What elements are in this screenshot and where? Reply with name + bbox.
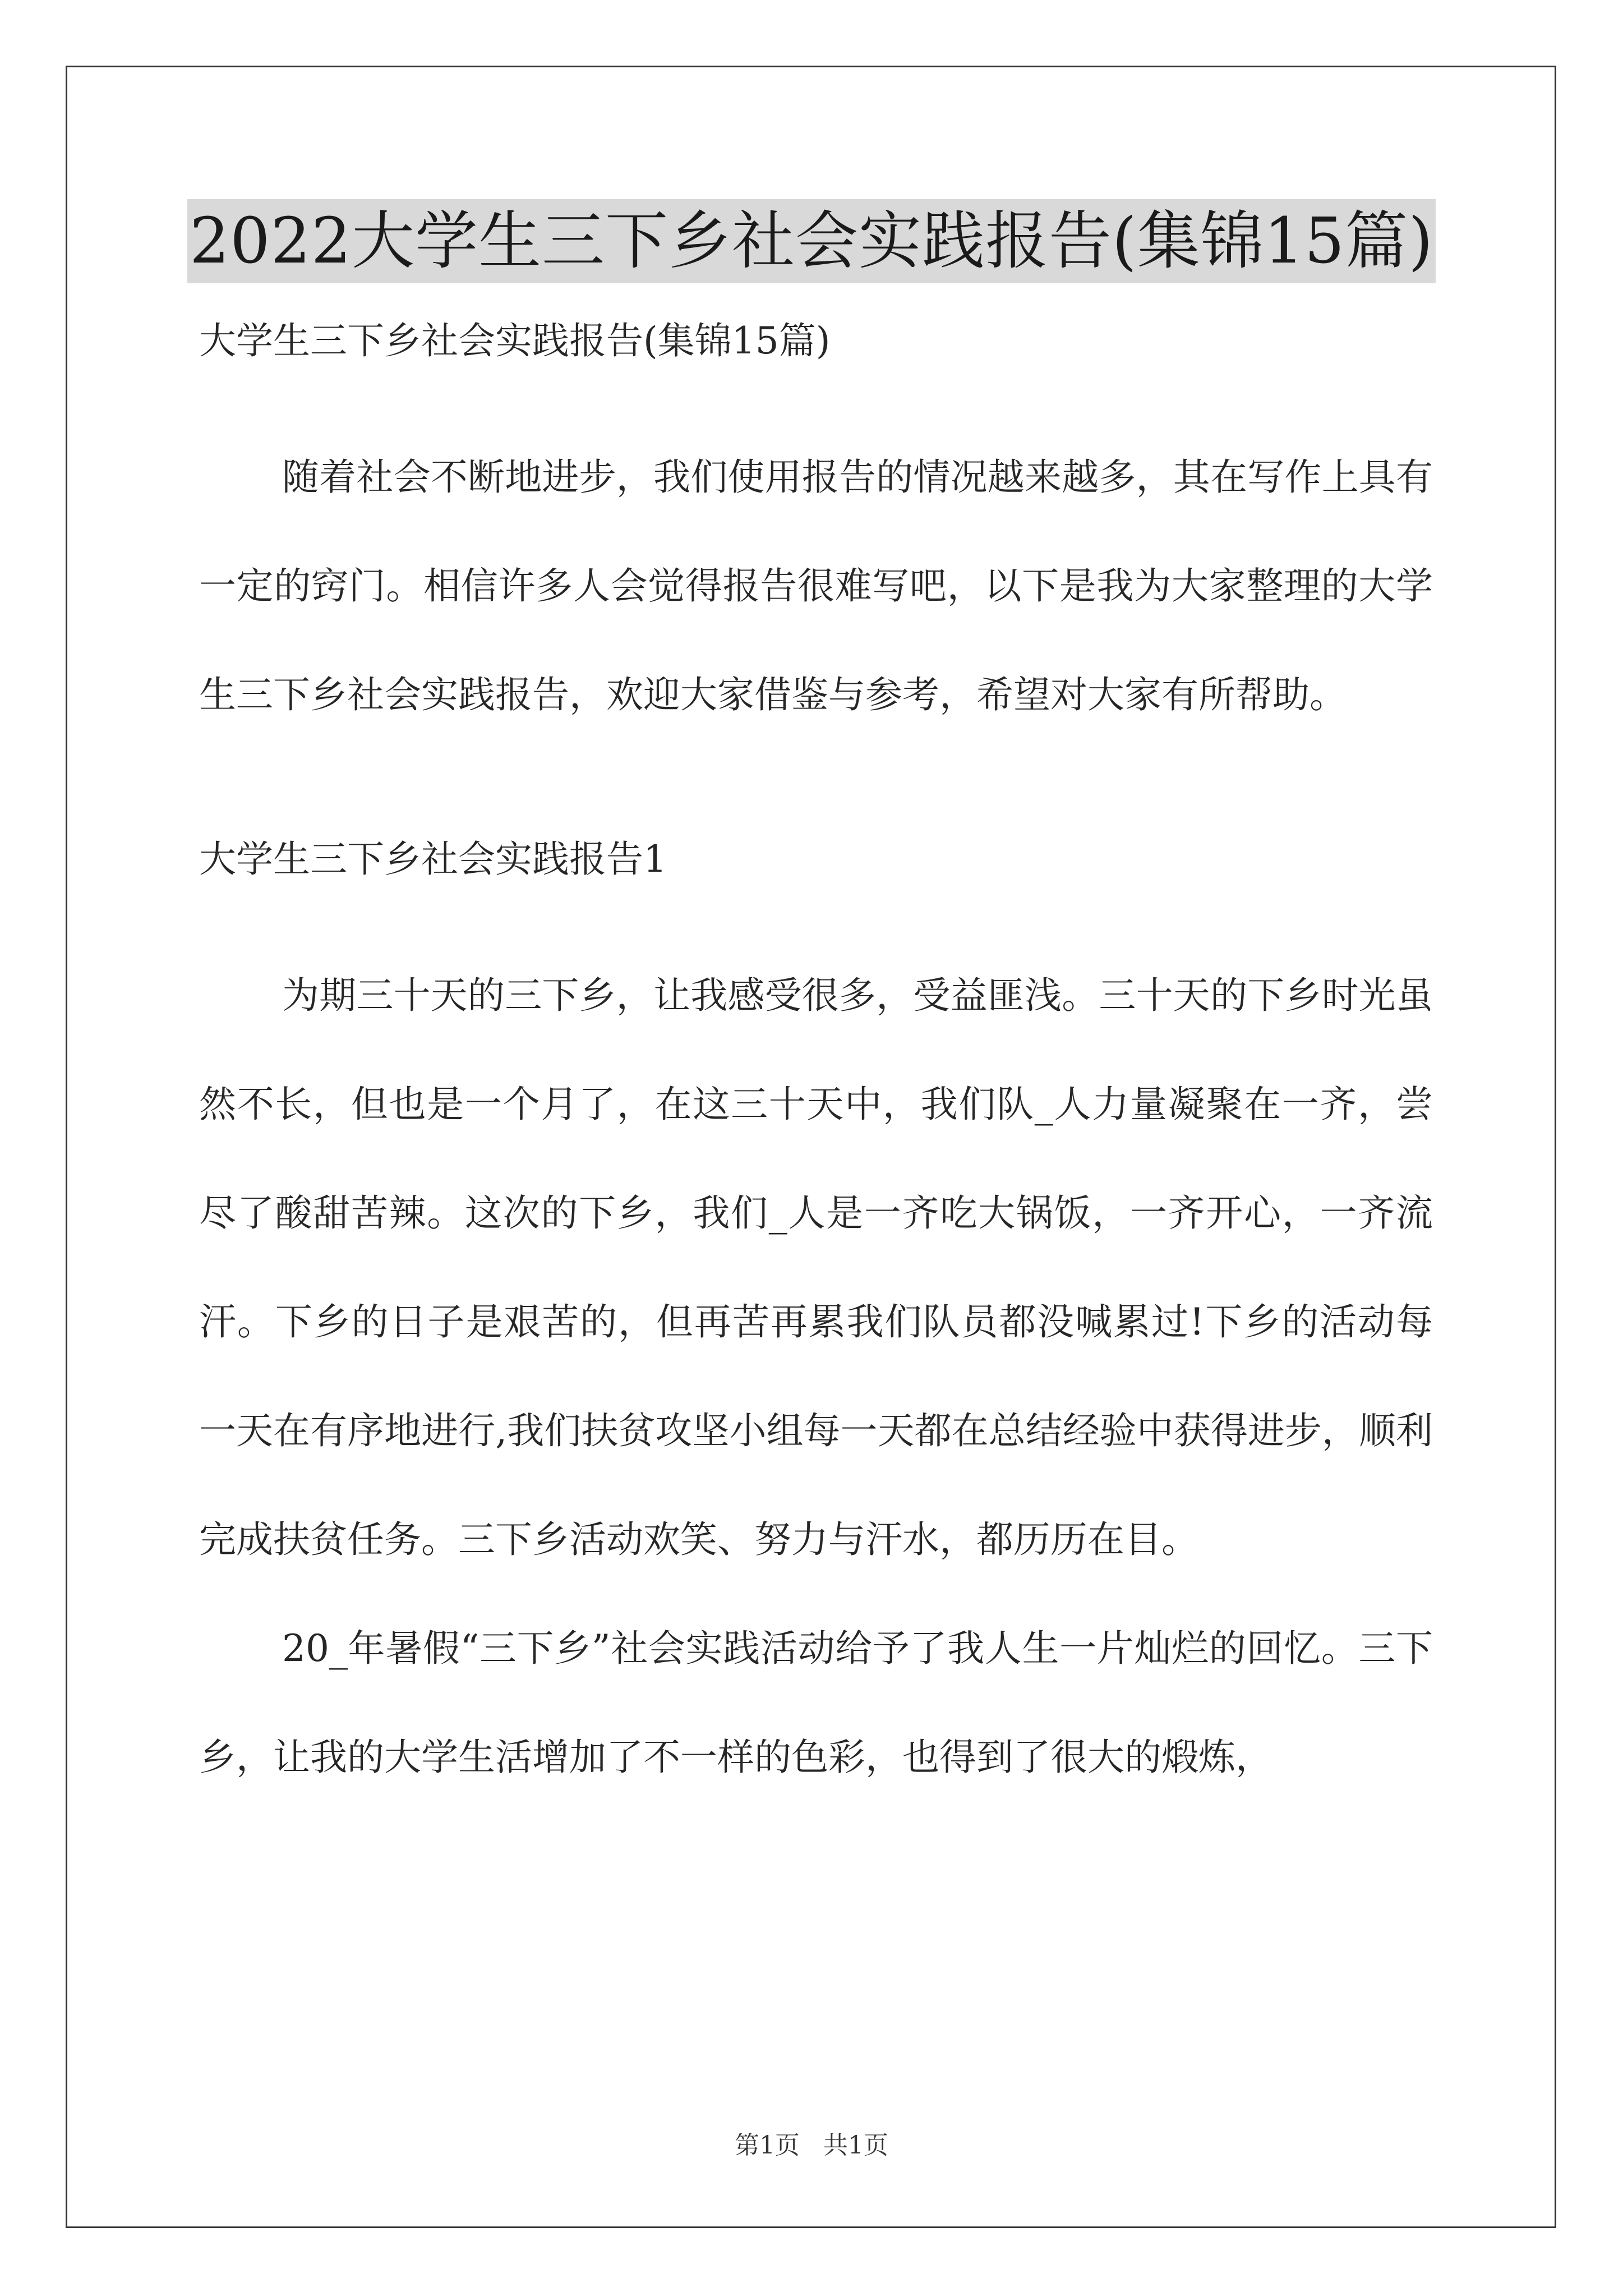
document-subtitle: 大学生三下乡社会实践报告(集锦15篇)	[199, 319, 831, 362]
document-title: 2022大学生三下乡社会实践报告(集锦15篇)	[187, 199, 1436, 283]
section-heading: 大学生三下乡社会实践报告1	[199, 838, 667, 881]
intro-paragraph: 随着社会不断地进步，我们使用报告的情况越来越多，其在写作上具有一定的窍门。相信许多人会觉得报告很难写吧，以下是我为大家整理的大学生三下乡社会实践报告，欢迎大家借鉴与参考，希望对大家有所帮助。	[199, 455, 1433, 716]
page-footer: 第1页 共1页	[735, 2131, 888, 2160]
document-body	[199, 314, 1433, 1812]
section-spacer	[199, 749, 1433, 832]
section-paragraph: 20_年暑假“三下乡”社会实践活动给予了我人生一片灿烂的回忆。三下乡，让我的大学生活增加了不一样的色彩，也得到了很大的煅炼，	[199, 1627, 1433, 1779]
title-container	[0, 199, 1623, 283]
section-paragraph: 为期三十天的三下乡，让我感受很多，受益匪浅。三十天的下乡时光虽然不长，但也是一个月了，在这三十天中，我们队_人力量凝聚在一齐，尝尽了酸甜苦辣。这次的下乡，我们_人是一齐吃大锅饭，一齐开心，一齐流汗。下乡的日子是艰苦的，但再苦再累我们队员都没喊累过!下乡的活动每一天在有序地进行,我们扶贫攻坚小组每一天都在总结经验中获得进步，顺利完成扶贫任务。三下乡活动欢笑、努力与汗水，都历历在目。	[199, 974, 1433, 1561]
